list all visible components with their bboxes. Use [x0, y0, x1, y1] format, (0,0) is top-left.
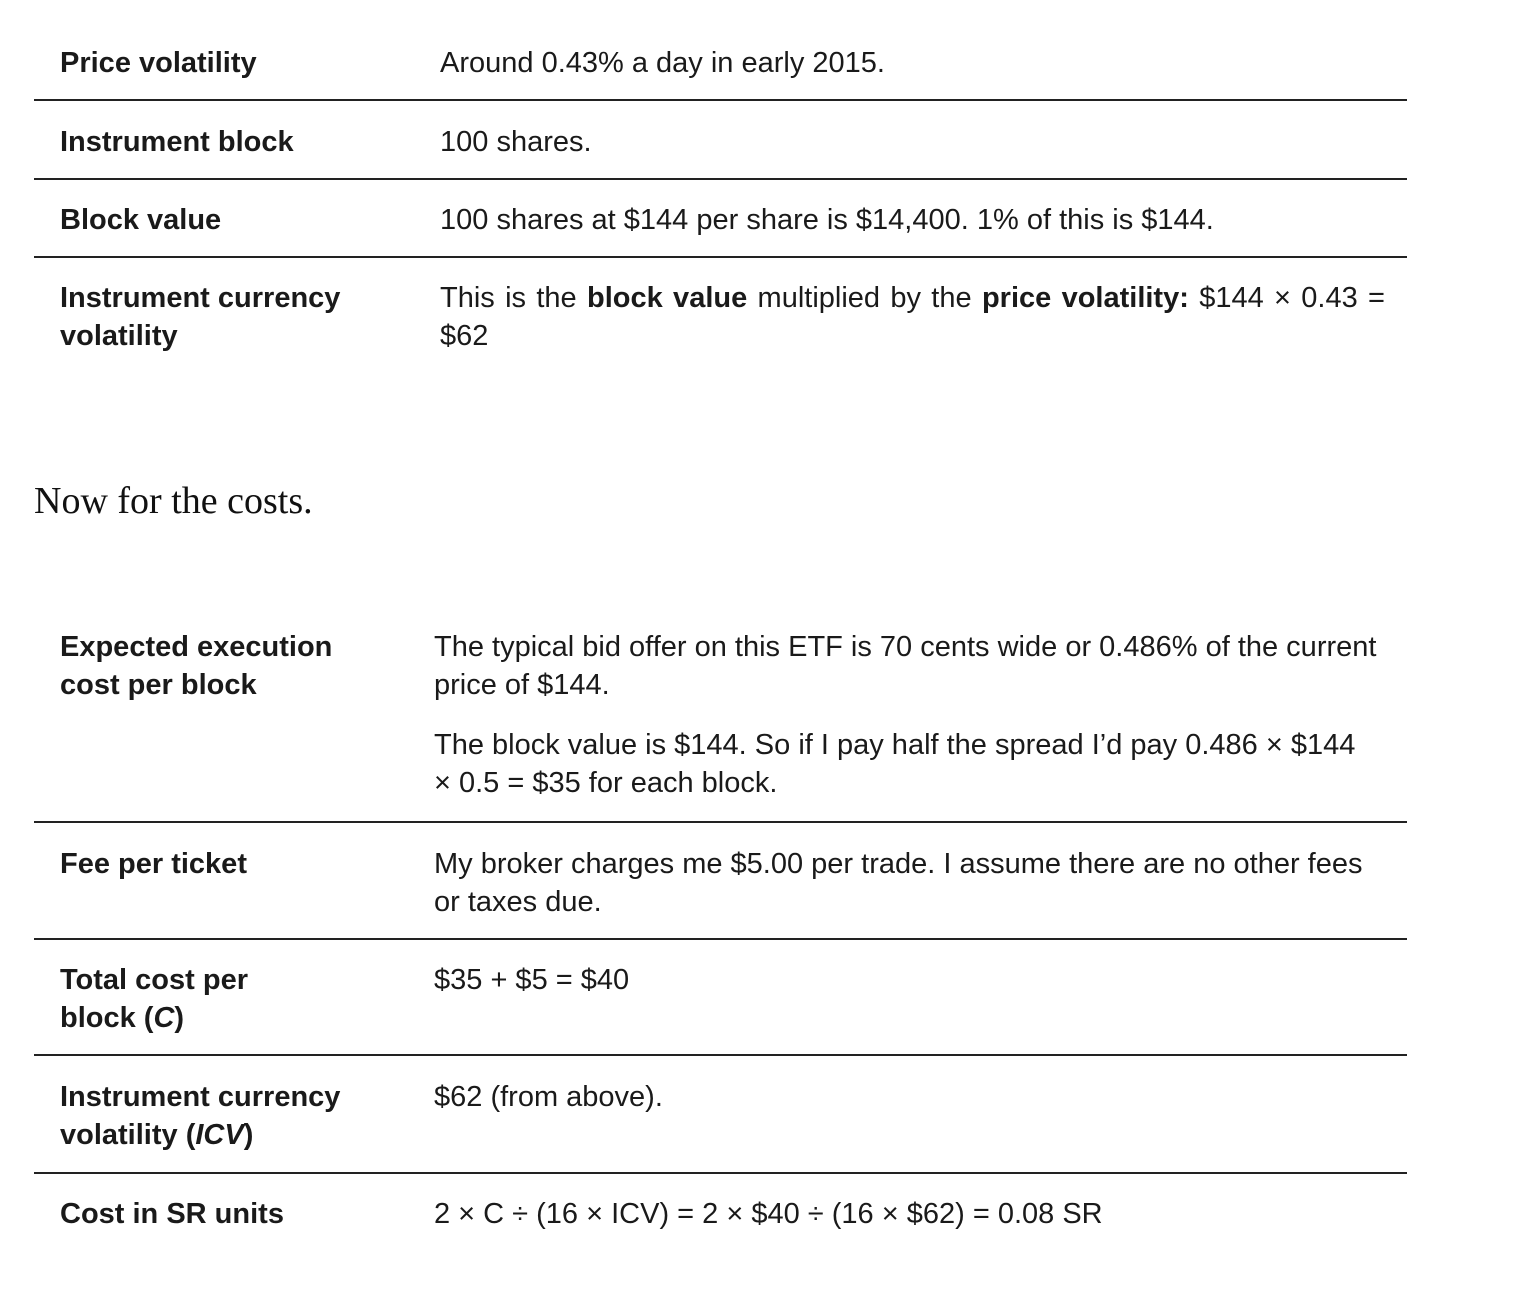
row-value: My broker charges me $5.00 per trade. I assume there are no other fees or taxes due. — [434, 848, 1363, 918]
costs-table — [34, 600, 1407, 1274]
value-text: This is the — [440, 282, 587, 314]
row-label: Price volatility — [60, 47, 257, 79]
row-label-line: Instrument currency — [60, 282, 341, 314]
row-label — [60, 1078, 390, 1154]
volatility-table — [34, 0, 1407, 368]
value-text: multiplied by the — [747, 282, 982, 314]
row-label-line: volatility ( — [60, 1119, 196, 1151]
row-label-line: cost per block — [60, 669, 257, 701]
body-paragraph: Now for the costs. — [34, 480, 313, 522]
row-label-line: ) — [174, 1002, 185, 1034]
table-row — [34, 600, 1407, 823]
table-row — [34, 0, 1407, 101]
table-row — [34, 101, 1407, 180]
row-label — [60, 628, 390, 704]
row-value: $35 + $5 = $40 — [434, 964, 630, 996]
table-row — [34, 1174, 1407, 1274]
row-label-variable: C — [153, 1002, 175, 1034]
table-row — [34, 180, 1407, 258]
row-label: Instrument block — [60, 126, 294, 158]
row-label-line: Total cost per — [60, 964, 248, 996]
row-label — [60, 279, 390, 355]
row-label-line: ) — [243, 1119, 254, 1151]
value-emphasis: price volatility: — [981, 282, 1189, 314]
row-label: Fee per ticket — [60, 848, 247, 880]
row-label: Block value — [60, 204, 222, 236]
value-paragraph: The block value is $144. So if I pay half the spread I’d pay 0.486 × $144 × 0.5 = $35 for each block. — [434, 729, 1356, 799]
row-value — [434, 628, 1379, 802]
row-label-line: volatility — [60, 320, 178, 352]
row-label: Cost in SR units — [60, 1198, 284, 1230]
value-emphasis: block value — [587, 282, 748, 314]
value-text: $144 × 0.43 = $62 — [440, 282, 1385, 352]
row-label-line: Expected execution — [60, 631, 333, 663]
row-label-line: block ( — [60, 1002, 154, 1034]
row-value — [440, 279, 1385, 355]
table-row — [34, 823, 1407, 940]
row-value: 100 shares at $144 per share is $14,400. 1% of this is $144. — [440, 204, 1214, 236]
table-row — [34, 258, 1407, 368]
row-label — [60, 961, 390, 1037]
row-label-variable: ICV — [195, 1119, 244, 1151]
row-value: $62 (from above). — [434, 1081, 663, 1113]
row-value: Around 0.43% a day in early 2015. — [440, 47, 885, 79]
value-paragraph: The typical bid offer on this ETF is 70 cents wide or 0.486% of the current price of $144. — [434, 631, 1377, 701]
table-row — [34, 940, 1407, 1056]
row-value: 2 × C ÷ (16 × ICV) = 2 × $40 ÷ (16 × $62) = 0.08 SR — [434, 1198, 1103, 1230]
row-label-line: Instrument currency — [60, 1081, 341, 1113]
table-row — [34, 1056, 1407, 1174]
row-value: 100 shares. — [440, 126, 592, 158]
